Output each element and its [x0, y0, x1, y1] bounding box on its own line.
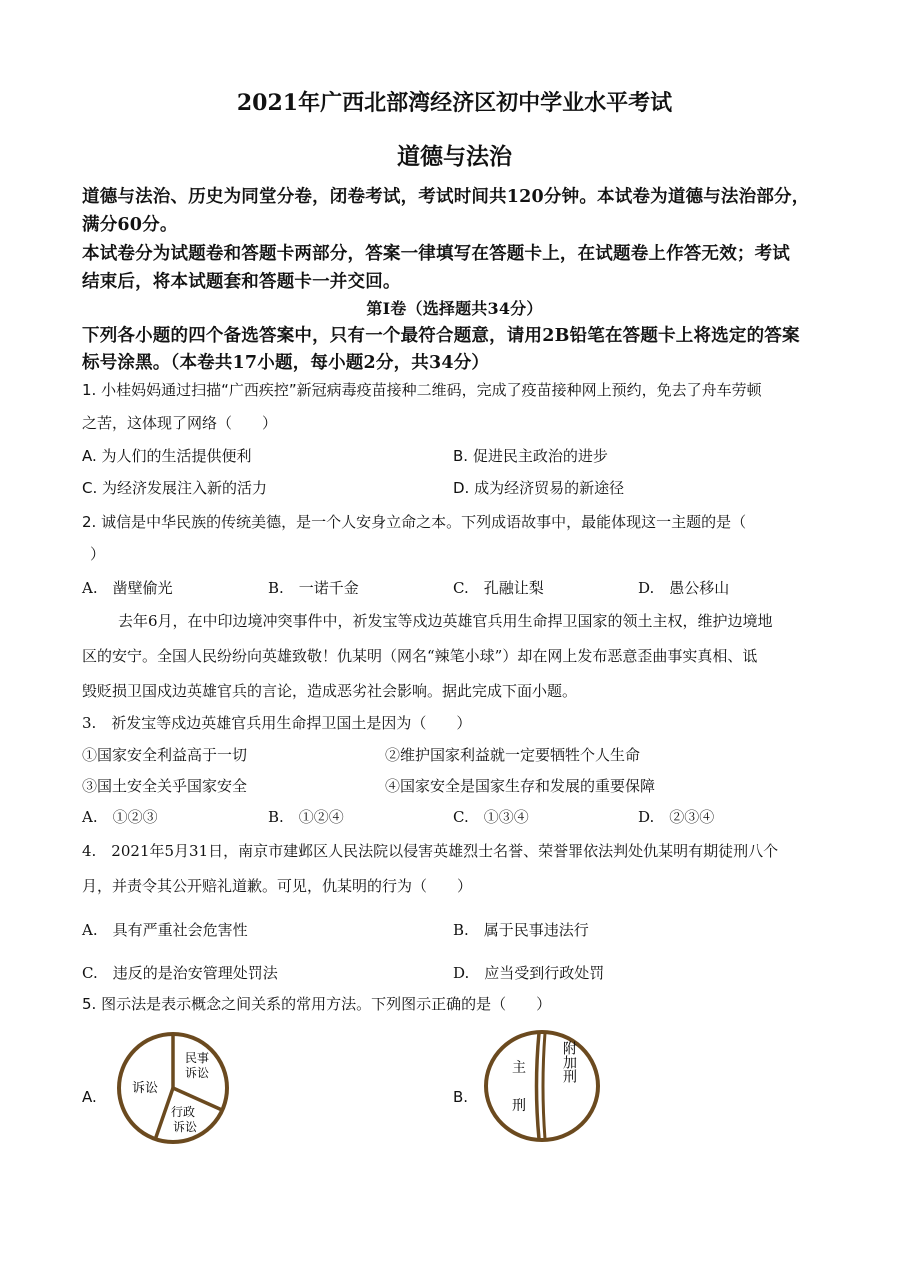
- question-4-option-c: C. 违反的是治安管理处罚法: [82, 964, 278, 982]
- question-3-option-a: A. ①②③: [82, 808, 158, 826]
- question-1-stem: 之苦，这体现了网络（ ）: [82, 414, 278, 432]
- instruction-line: 满分60分。: [82, 215, 178, 235]
- question-4-stem: 月，并责令其公开赔礼道歉。可见，仇某明的行为（ ）: [82, 877, 473, 895]
- question-3-option-c: C. ①③④: [453, 808, 529, 826]
- section-title: 第Ⅰ卷（选择题共34分）: [366, 299, 543, 318]
- question-2-option-d: D. 愚公移山: [638, 579, 730, 597]
- exam-title: 2021年广西北部湾经济区初中学业水平考试: [236, 90, 673, 116]
- section-desc: 标号涂黑。（本卷共17小题，每小题2分，共34分）: [82, 353, 490, 373]
- question-4-option-d: D. 应当受到行政处罚: [453, 964, 605, 982]
- question-3-option-b: B. ①②④: [268, 808, 344, 826]
- question-1-option-d: D. 成为经济贸易的新途径: [453, 479, 625, 497]
- question-1-option-c: C. 为经济发展注入新的活力: [82, 479, 268, 497]
- question-1-option-b: B. 促进民主政治的进步: [453, 447, 608, 465]
- question-1-stem: 1. 小桂妈妈通过扫描“广西疾控”新冠病毒疫苗接种二维码，完成了疫苗接种网上预约，免去了舟车劳顿: [82, 381, 762, 399]
- material-text: 区的安宁。全国人民纷纷向英雄致敬！仇某明（网名“辣笔小球”）却在网上发布恶意歪曲事实真相、诋: [82, 647, 758, 665]
- material-text: 毁贬损卫国戍边英雄官兵的言论，造成恶劣社会影响。据此完成下面小题。: [82, 682, 578, 700]
- question-4-option-b: B. 属于民事违法行: [453, 921, 589, 939]
- instruction-line: 结束后，将本试题套和答题卡一并交回。: [82, 272, 401, 292]
- diagram-a-label: 诉讼: [172, 1120, 198, 1134]
- diagram-b-divider: [543, 1033, 545, 1139]
- question-3-option-d: D. ②③④: [638, 808, 715, 826]
- question-2-option-b: B. 一诺千金: [268, 579, 359, 597]
- diagram-b-label: 刑: [512, 1098, 526, 1114]
- subject-title: 道德与法治: [397, 143, 512, 170]
- question-2-option-c: C. 孔融让梨: [453, 579, 544, 597]
- diagram-b-label: 附加刑: [561, 1041, 577, 1083]
- question-5-option-a-label: A.: [82, 1088, 97, 1106]
- question-2-stem: ）: [90, 545, 106, 563]
- question-2-stem: 2. 诚信是中华民族的传统美德，是一个人安身立命之本。下列成语故事中，最能体现这一主题的是（: [82, 513, 747, 531]
- diagram-b-label: 主: [512, 1060, 526, 1076]
- diagram-a-label: 民事: [184, 1051, 210, 1065]
- question-4-option-a: A. 具有严重社会危害性: [82, 921, 248, 939]
- question-3-statement: ④国家安全是国家生存和发展的重要保障: [385, 777, 656, 795]
- question-3-statement: ①国家安全利益高于一切: [82, 746, 248, 764]
- question-3-stem: 3. 祈发宝等戍边英雄官兵用生命捍卫国土是因为（ ）: [82, 714, 472, 732]
- question-3-statement: ③国土安全关乎国家安全: [82, 777, 248, 795]
- section-desc: 下列各小题的四个备选答案中，只有一个最符合题意，请用2B铅笔在答题卡上将选定的答案: [82, 326, 800, 346]
- diagram-b-divider: [537, 1033, 540, 1139]
- diagram-b-two-half-circle: [481, 1028, 603, 1144]
- question-5-stem: 5. 图示法是表示概念之间关系的常用方法。下列图示正确的是（ ）: [82, 995, 552, 1013]
- diagram-a-label: 行政: [170, 1105, 196, 1119]
- question-3-statement: ②维护国家利益就一定要牺牲个人生命: [385, 746, 641, 764]
- diagram-a-three-sector-circle: [115, 1030, 231, 1146]
- question-5-option-b-label: B.: [453, 1088, 469, 1106]
- question-1-option-a: A. 为人们的生活提供便利: [82, 447, 252, 465]
- diagram-a-label: 诉讼: [131, 1081, 159, 1096]
- material-text: 去年6月，在中印边境冲突事件中，祈发宝等戍边英雄官兵用生命捍卫国家的领土主权，维护边境地: [118, 612, 773, 630]
- instruction-line: 本试卷分为试题卷和答题卡两部分，答案一律填写在答题卡上，在试题卷上作答无效；考试: [82, 244, 790, 264]
- question-2-option-a: A. 凿壁偷光: [82, 579, 173, 597]
- instruction-line: 道德与法治、历史为同堂分卷，闭卷考试，考试时间共120分钟。本试卷为道德与法治部分，: [82, 187, 810, 207]
- diagram-a-label: 诉讼: [184, 1066, 210, 1080]
- question-4-stem: 4. 2021年5月31日，南京市建邺区人民法院以侵害英雄烈士名誉、荣誉罪依法判处仇某明有期徒刑八个: [82, 842, 779, 860]
